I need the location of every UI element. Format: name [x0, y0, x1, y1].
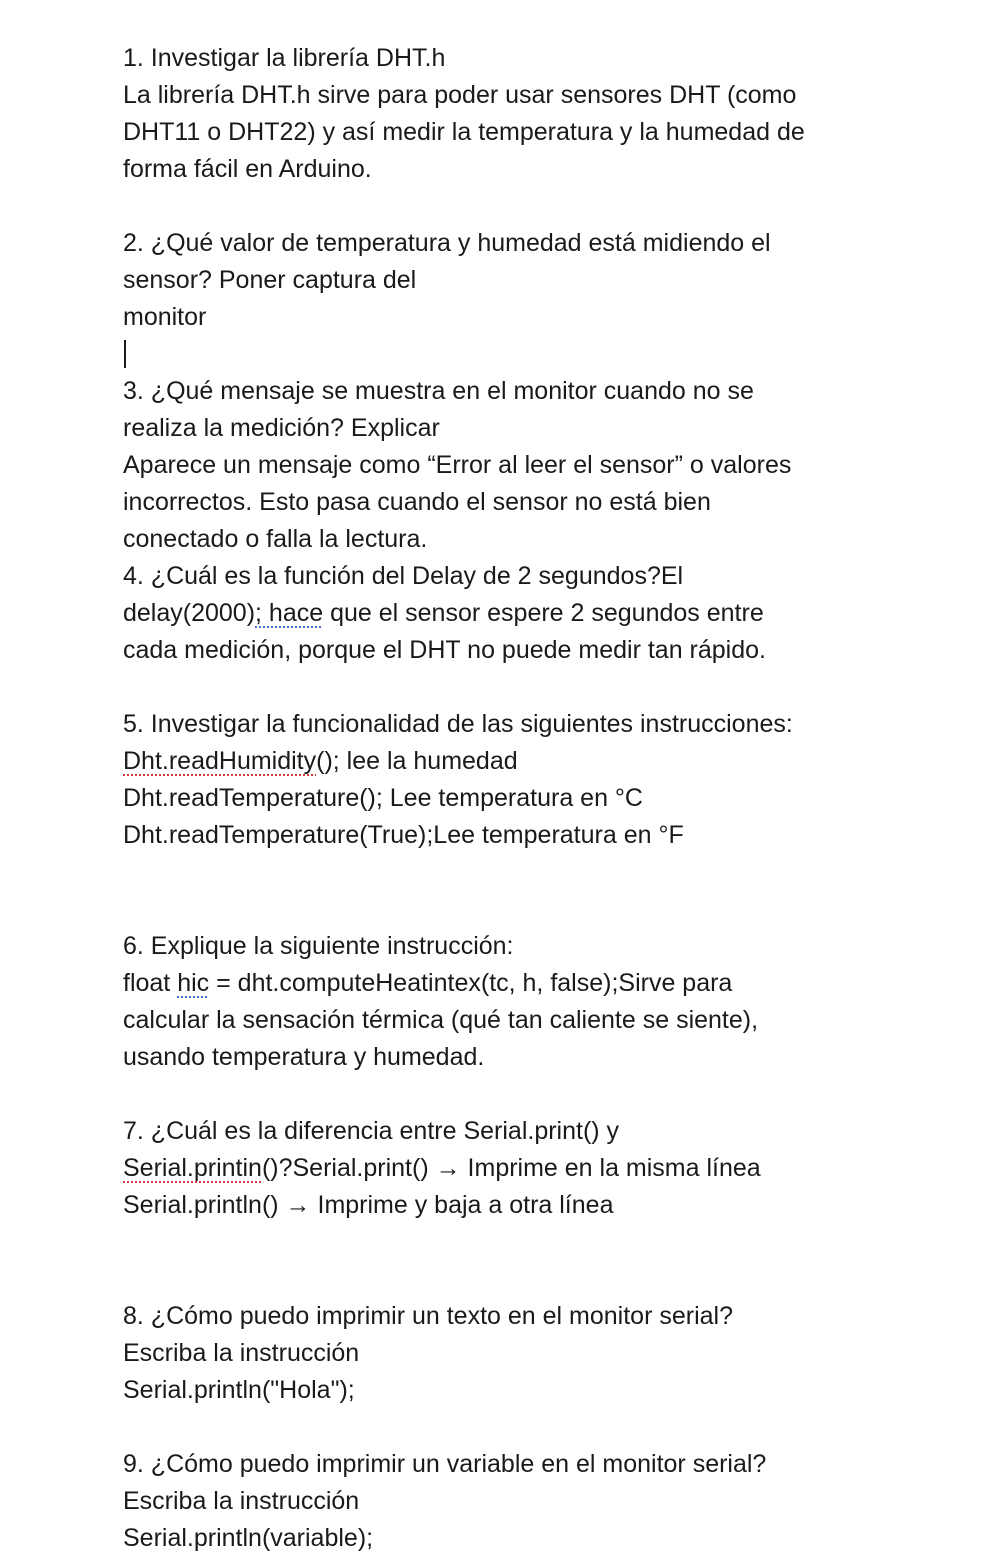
q3-answer-line-3: conectado o falla la lectura.: [123, 525, 428, 553]
blank-line: [123, 188, 913, 225]
q4-heading: 4. ¿Cuál es la función del Delay de 2 segundos?El: [123, 562, 684, 590]
q9-answer-code: Serial.println(variable);: [123, 1524, 374, 1552]
q9-instruction-label: Escriba la instrucción: [123, 1487, 360, 1515]
q1-answer-line-2: DHT11 o DHT22) y así medir la temperatura y la humedad de: [123, 118, 805, 146]
q9-heading: 9. ¿Cómo puedo imprimir un variable en el monitor serial?: [123, 1450, 767, 1478]
q6-answer-line-1: [123, 965, 913, 1002]
q6-answer-line-3: usando temperatura y humedad.: [123, 1043, 485, 1071]
q7-answer-line-1: [123, 1150, 913, 1187]
q7-heading: 7. ¿Cuál es la diferencia entre Serial.print() y: [123, 1117, 620, 1145]
q3-answer-line-2: incorrectos. Esto pasa cuando el sensor no está bien: [123, 488, 711, 516]
q2-heading-line-3: monitor: [123, 303, 207, 331]
q5-answer-rest: (); lee la humedad: [316, 747, 518, 775]
q2-heading-line-1: 2. ¿Qué valor de temperatura y humedad está midiendo el: [123, 229, 771, 257]
q8-answer-code: Serial.println("Hola");: [123, 1376, 355, 1404]
spelling-flag-readhumidity[interactable]: Dht.readHumidity: [123, 747, 317, 775]
blank-lines: [123, 854, 913, 928]
blank-line: [123, 669, 913, 706]
spelling-flag-printin[interactable]: Serial.printin: [123, 1154, 262, 1182]
document-body[interactable]: [123, 40, 913, 1557]
q1-answer-line-3: forma fácil en Arduino.: [123, 155, 372, 183]
q2-heading-line-2: sensor? Poner captura del: [123, 266, 417, 294]
q8-heading: 8. ¿Cómo puedo imprimir un texto en el monitor serial?: [123, 1302, 733, 1330]
q5-answer-line-1: [123, 743, 913, 780]
q6-heading: 6. Explique la siguiente instrucción:: [123, 932, 514, 960]
q6-code-float: float: [123, 969, 178, 997]
q4-answer-line-2: cada medición, porque el DHT no puede medir tan rápido.: [123, 636, 766, 664]
q6-answer-line-2: calcular la sensación térmica (qué tan caliente se siente),: [123, 1006, 759, 1034]
grammar-flag-hace[interactable]: ; hace: [255, 599, 324, 627]
text-cursor: [124, 340, 126, 368]
q3-answer-line-1: Aparece un mensaje como “Error al leer el sensor” o valores: [123, 451, 792, 479]
q5-heading: 5. Investigar la funcionalidad de las siguientes instrucciones:: [123, 710, 793, 738]
q4-code-delay: delay(2000): [123, 599, 256, 627]
q5-answer-line-2: Dht.readTemperature(); Lee temperatura en °C: [123, 784, 643, 812]
q4-answer-line-1: [123, 595, 913, 632]
q6-answer-rest: = dht.computeHeatintex(tc, h, false);Sirve para: [209, 969, 733, 997]
q7-answer-rest: ()?Serial.print() → Imprime en la misma línea: [261, 1154, 761, 1182]
blank-line: [123, 1409, 913, 1446]
q3-heading-line-1: 3. ¿Qué mensaje se muestra en el monitor cuando no se: [123, 377, 754, 405]
q8-instruction-label: Escriba la instrucción: [123, 1339, 360, 1367]
blank-line: [123, 1076, 913, 1113]
blank-lines: [123, 1224, 913, 1298]
q1-heading: 1. Investigar la librería DHT.h: [123, 44, 446, 72]
q4-answer-rest: que el sensor espere 2 segundos entre: [323, 599, 764, 627]
q5-answer-line-3: Dht.readTemperature(True);Lee temperatura en °F: [123, 821, 684, 849]
q7-answer-line-2: Serial.println() → Imprime y baja a otra línea: [123, 1191, 614, 1219]
q3-heading-line-2: realiza la medición? Explicar: [123, 414, 440, 442]
text-cursor-line[interactable]: [123, 336, 913, 373]
spelling-flag-hic[interactable]: hic: [177, 969, 210, 997]
q1-answer-line-1: La librería DHT.h sirve para poder usar sensores DHT (como: [123, 81, 797, 109]
